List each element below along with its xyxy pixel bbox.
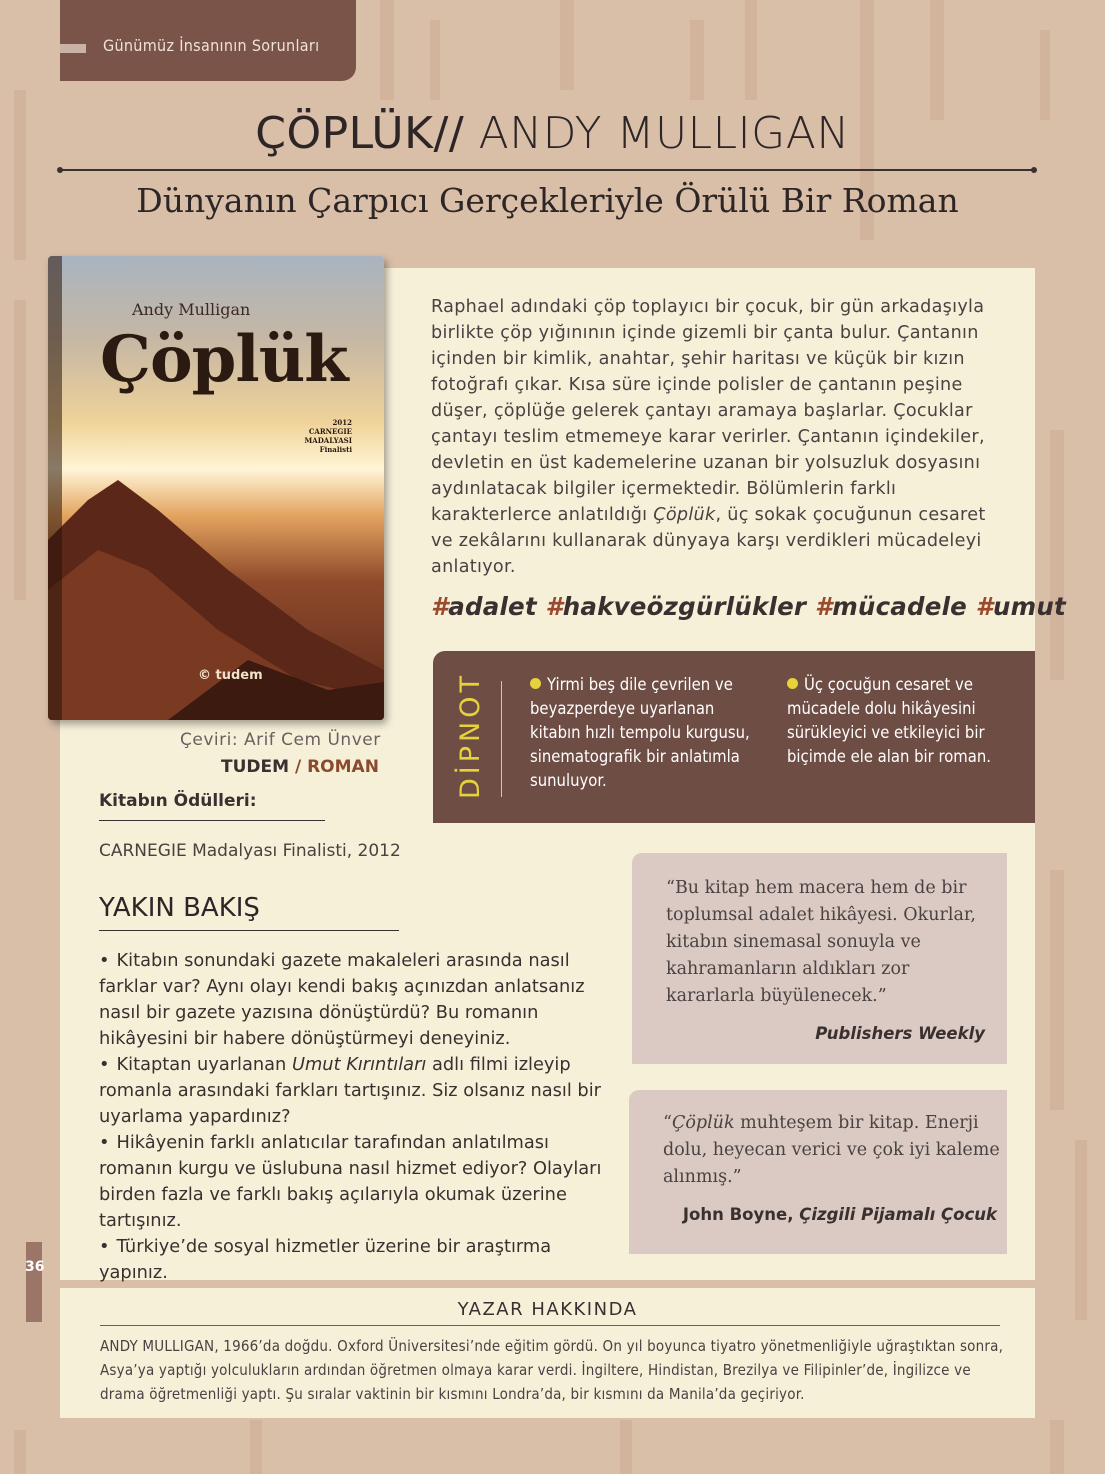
publisher-line: [221, 757, 379, 777]
bullet-icon: [787, 678, 798, 689]
quote-text: “Çöplük muhteşem bir kitap. Enerji dolu, heyecan verici ve çok iyi kaleme alınmış.”: [663, 1113, 1000, 1187]
dipnot-item-text: Yirmi beş dile çevrilen ve beyazperdeye uyarlanan kitabın hızlı tempolu kurgusu, sinematografik bir anlatımla sunuluyor.: [530, 675, 750, 790]
summary-italic-title: Çöplük: [653, 505, 716, 525]
hashtag: umut: [992, 592, 1066, 621]
bg-stripe: [620, 1420, 632, 1474]
list-item: • Kitaptan uyarlanan Umut Kırıntıları adlı filmi izleyip romanla arasındaki farkları tartışınız. Siz olsanız nasıl bir uyarlama yapardınız?: [99, 1052, 609, 1130]
publisher-name: TUDEM: [221, 757, 290, 777]
quote-box-john-boyne: [629, 1090, 1007, 1254]
bg-stripe: [430, 20, 440, 100]
cover-title: Çöplük: [100, 322, 348, 397]
awards-rule: [99, 820, 325, 821]
section-tab: [60, 0, 356, 81]
bg-stripe: [380, 0, 394, 100]
title-author: ANDY MULLIGAN: [464, 108, 850, 159]
yakin-bakis-rule: [99, 930, 399, 931]
bg-stripe: [745, 0, 757, 100]
cover-author: Andy Mulligan: [132, 300, 251, 319]
book-spine: [48, 256, 62, 720]
about-author-box: [60, 1288, 1035, 1418]
page-title: [0, 108, 1105, 159]
bg-stripe: [1050, 870, 1064, 1110]
dipnot-item-text: Üç çocuğun cesaret ve mücadele dolu hikâyesini sürükleyici ve etkileyici bir biçimde ele alan bir roman.: [787, 675, 991, 766]
section-label: Günümüz İnsanının Sorunları: [103, 36, 320, 55]
section-tab-bar: [60, 44, 86, 53]
bg-stripe: [560, 0, 574, 90]
list-item: • Türkiye’de sosyal hizmetler üzerine bir araştırma yapınız.: [99, 1234, 609, 1286]
publisher-separator: /: [289, 757, 308, 777]
title-rule: [60, 169, 1035, 171]
page-number: 36: [25, 1259, 45, 1275]
yakin-bakis-list: [99, 948, 609, 1286]
awards-heading: Kitabın Ödülleri:: [99, 791, 257, 811]
rule-dot-right: [1031, 167, 1037, 173]
page-number-tab: [25, 1242, 45, 1322]
award-item: CARNEGIE Madalyası Finalisti, 2012: [99, 841, 401, 861]
quote-text: “Bu kitap hem macera hem de bir toplumsal adalet hikâyesi. Okurlar, kitabın sinemasal sonuyla ve kahramanların aldıkları zor kararlarla büyülenecek.”: [666, 878, 976, 1006]
list-item: • Kitabın sonundaki gazete makaleleri arasında nasıl farklar var? Aynı olayı kendi bakış açınızdan anlatsanız nasıl bir gazete yazısına dönüştürdü? Bu romanın hikâyesini bir habere dönüştürmeyi deneyiniz.: [99, 948, 609, 1052]
bullet-icon: [530, 678, 541, 689]
dipnot-label: DİPNOT: [455, 672, 486, 799]
cover-publisher: © tudem: [198, 668, 263, 683]
yakin-bakis-heading: YAKIN BAKIŞ: [99, 893, 260, 923]
bg-stripe: [1050, 1420, 1064, 1474]
summary-part2: , üç sokak çocuğunun cesaret ve zekâlarını kullanarak dünyaya karşı verdikleri mücadeleyi anlatıyor.: [431, 505, 986, 577]
bg-stripe: [1040, 30, 1050, 120]
summary-part1: Raphael adındaki çöp toplayıcı bir çocuk, bir gün arkadaşıyla birlikte çöp yığınının içinde gizemli bir çanta bulur. Çantanın içinden bir kimlik, anahtar, şehir haritası ve küçük bir kızın fotoğrafı çıkar. Kısa süre içinde polisler de çantanın peşine düşer, çöplüğe gelerek çantayı aramaya başlarlar. Çocuklar çantayı teslim etmemeye karar verirler. Çantanın içindekiler, devletin en üst kademelerine uzanan bir yolsuzluk dosyasını aydınlatacak bilgiler içermektedir. Bölümlerin farklı karakterlerce anlatıldığı: [431, 297, 985, 525]
hashtag: mücadele: [832, 592, 967, 621]
book-cover-image: [48, 256, 384, 720]
cover-badge: 2012 CARNEGIE MADALYASI Finalisti: [304, 418, 352, 454]
genre: ROMAN: [307, 757, 379, 777]
dipnot-divider: [501, 681, 502, 797]
title-main: ÇÖPLÜK//: [255, 108, 465, 159]
quote-source: John Boyne, Çizgili Pijamalı Çocuk: [682, 1205, 997, 1224]
bg-stripe: [930, 0, 944, 120]
hashtags: #adalet #hakveözgürlükler #mücadele #umut: [431, 592, 1066, 621]
film-title: Umut Kırıntıları: [291, 1054, 427, 1075]
quote-source: Publishers Weekly: [815, 1024, 985, 1043]
bg-stripe: [690, 20, 704, 100]
book-summary: [431, 294, 1011, 580]
quote-box-publishers-weekly: [632, 853, 1007, 1064]
about-author-text: ANDY MULLIGAN, 1966’da doğdu. Oxford Üniversitesi’nde eğitim gördü. On yıl boyunca tiyatro yönetmenliğiyle uğraştıktan sonra, Asya’ya yaptığı yolculukların ardından öğretmen olmaya karar verdi. İngiltere, Hindistan, Brezilya ve Filipinler’de, İngilizce ve drama öğretmenliği yaptı. Şu sıralar vaktinin bir kısmını Londra’da, bir kısmını da Manila’da geçiriyor.: [100, 1337, 1004, 1403]
dipnot-item: [530, 673, 762, 793]
dipnot-box: [433, 651, 1035, 823]
translator: Çeviri: Arif Cem Ünver: [180, 730, 381, 750]
bg-stripe: [1050, 430, 1064, 680]
about-author-rule: [100, 1325, 1000, 1326]
hashtag: adalet: [448, 592, 537, 621]
bg-stripe: [1075, 1140, 1087, 1320]
hashtag: hakveözgürlükler: [562, 592, 807, 621]
page-subtitle: Dünyanın Çarpıcı Gerçekleriyle Örülü Bir Roman: [136, 181, 959, 220]
bg-stripe: [14, 1430, 26, 1474]
about-author-heading: YAZAR HAKKINDA: [457, 1299, 638, 1320]
bg-stripe: [14, 300, 26, 600]
dipnot-item: [787, 673, 1022, 769]
list-item: • Hikâyenin farklı anlatıcılar tarafından anlatılması romanın kurgu ve üslubuna nasıl hizmet ediyor? Olayları birden fazla ve farklı bakış açılarıyla okumak üzerine tartışınız.: [99, 1130, 609, 1234]
bg-stripe: [250, 1420, 262, 1474]
